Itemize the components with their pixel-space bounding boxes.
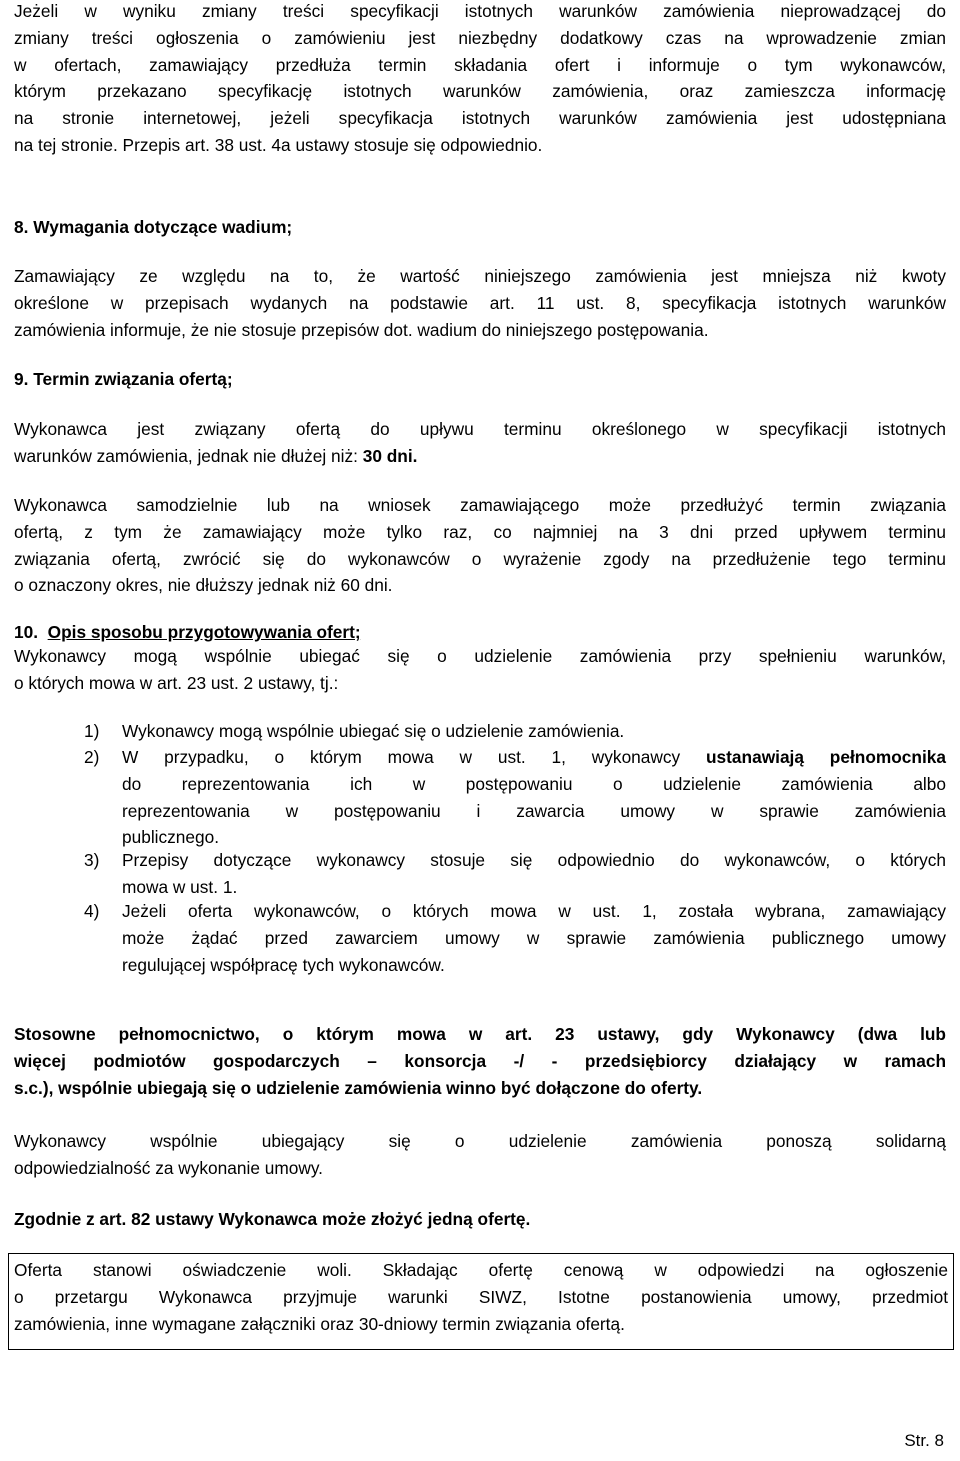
box-text [14,1257,948,1337]
list-number: 3) [84,850,100,870]
section-9-heading [14,366,946,393]
text-line: Oferta stanowi oświadczenie woli. Składając ofertę cenową w odpowiedzi na ogłoszenie [14,1260,948,1280]
list-item [122,718,946,745]
section-10-intro [14,643,946,697]
text-line: Wykonawcy mogą wspólnie ubiegać się o udzielenie zamówienia przy spełnieniu warunków, [14,646,946,666]
section-9-paragraph-2 [14,492,946,599]
text-line: którym przekazano specyfikację istotnych warunków zamówienia, oraz zamieszcza informację [14,81,946,102]
text-line: Zamawiający ze względu na to, że wartość niniejszego zamówienia jest mniejsza niż kwoty [14,266,946,286]
text-line: Jeżeli oferta wykonawców, o których mowa w ust. 1, została wybrana, zamawiający [122,901,946,921]
text-line: mowa w ust. 1. [122,876,238,897]
text-line: Wykonawcy mogą wspólnie ubiegać się o udzielenie zamówienia. [122,721,625,741]
text-line: Zgodnie z art. 82 ustawy Wykonawca może złożyć jedną ofertę. [14,1209,531,1229]
text-line: odpowiedzialność za wykonanie umowy. [14,1157,323,1178]
heading-text: 8. Wymagania dotyczące wadium; [14,217,293,237]
text-line: regulującej współpracę tych wykonawców. [122,954,445,975]
text-line: na stronie internetowej, jeżeli specyfikacja istotnych warunków zamówienia jest udostępniana [14,108,946,129]
page-number: Str. 8 [904,1431,944,1450]
text-line: Wykonawca samodzielnie lub na wniosek zamawiającego może przedłużyć termin związania [14,495,946,515]
text-line: o przetargu Wykonawca przyjmuje warunki SIWZ, Istotne postanowienia umowy, przedmiot [14,1286,948,1307]
text-line: reprezentowania w postępowaniu i zawarcia umowy w sprawie zamówienia [122,800,946,821]
text-line: w ofertach, zamawiający przedłuża termin składania ofert i informuje o tym wykonawców, [14,54,946,75]
section-9-paragraph-1 [14,416,946,470]
text-line: związania ofertą, zwrócić się do wykonawców o wyrażenie zgody na przedłużenie tego terminu [14,548,946,569]
text-line: o oznaczony okres, nie dłuższy jednak niż 60 dni. [14,575,393,596]
heading-title: Opis sposobu przygotowywania ofert; [47,622,361,642]
text-line: może żądać przed zawarciem umowy w sprawie zamówienia publicznego umowy [122,927,946,948]
art-82-statement [14,1206,946,1233]
list-item [122,847,946,901]
list-number: 1) [84,721,100,741]
text-line: Przepisy dotyczące wykonawcy stosuje się odpowiednio do wykonawców, o których [122,850,946,870]
text-line: do reprezentowania ich w postępowaniu o udzielenie zamówienia albo [122,773,946,794]
solidarity-paragraph [14,1128,946,1182]
text-line [122,744,946,771]
text-segment: warunków zamówienia, jednak nie dłużej niż: [14,445,363,466]
text-line: więcej podmiotów gospodarczych – konsorcja -/ - przedsiębiorcy działający w ramach [14,1050,946,1071]
text-line: zamówienia, inne wymagane załączniki oraz 30-dniowy termin związania ofertą. [14,1313,625,1334]
text-line: określone w przepisach wydanych na podstawie art. 11 ust. 8, specyfikacja istotnych warunków [14,292,946,313]
offer-statement-box [8,1253,954,1350]
text-line: s.c.), wspólnie ubiegają się o udzielenie zamówienia winno być dołączone do oferty. [14,1077,703,1098]
list-number: 2) [84,747,100,767]
text-line: o których mowa w art. 23 ust. 2 ustawy, tj.: [14,672,339,693]
text-line: ofertą, z tym że zamawiający może tylko raz, co najmniej na 3 dni przed upływem terminu [14,521,946,542]
heading-text [14,619,946,646]
intro-paragraph [14,0,946,159]
list-number: 4) [84,901,100,921]
heading-text: 9. Termin związania ofertą; [14,369,233,389]
list-item [122,898,946,978]
text-line: Wykonawcy wspólnie ubiegający się o udzielenie zamówienia ponoszą solidarną [14,1131,946,1151]
text-line: na tej stronie. Przepis art. 38 ust. 4a ustawy stosuje się odpowiednio. [14,134,543,155]
bold-segment: ustanawiają pełnomocnika [706,747,946,767]
text-segment: W przypadku, o którym mowa w ust. 1, wykonawcy [122,747,706,767]
text-line: Stosowne pełnomocnictwo, o którym mowa w art. 23 ustawy, gdy Wykonawcy (dwa lub [14,1024,946,1044]
text-line: Jeżeli w wyniku zmiany treści specyfikacji istotnych warunków zamówienia nieprowadzącej do [14,1,946,21]
heading-number: 10. [14,622,39,642]
list-item [122,744,946,851]
bold-paragraph [14,1021,946,1101]
section-10-heading [14,619,946,646]
bold-segment: 30 dni. [362,445,418,466]
text-line: zmiany treści ogłoszenia o zamówieniu jest niezbędny dodatkowy czas na wprowadzenie zmian [14,27,946,48]
section-8-paragraph [14,263,946,343]
text-line [14,443,946,470]
text-line: Wykonawca jest związany ofertą do upływu terminu określonego w specyfikacji istotnych [14,419,946,439]
section-8-heading [14,214,946,241]
text-line: zamówienia informuje, że nie stosuje przepisów dot. wadium do niniejszego postępowania. [14,319,709,340]
text-line: publicznego. [122,827,220,848]
